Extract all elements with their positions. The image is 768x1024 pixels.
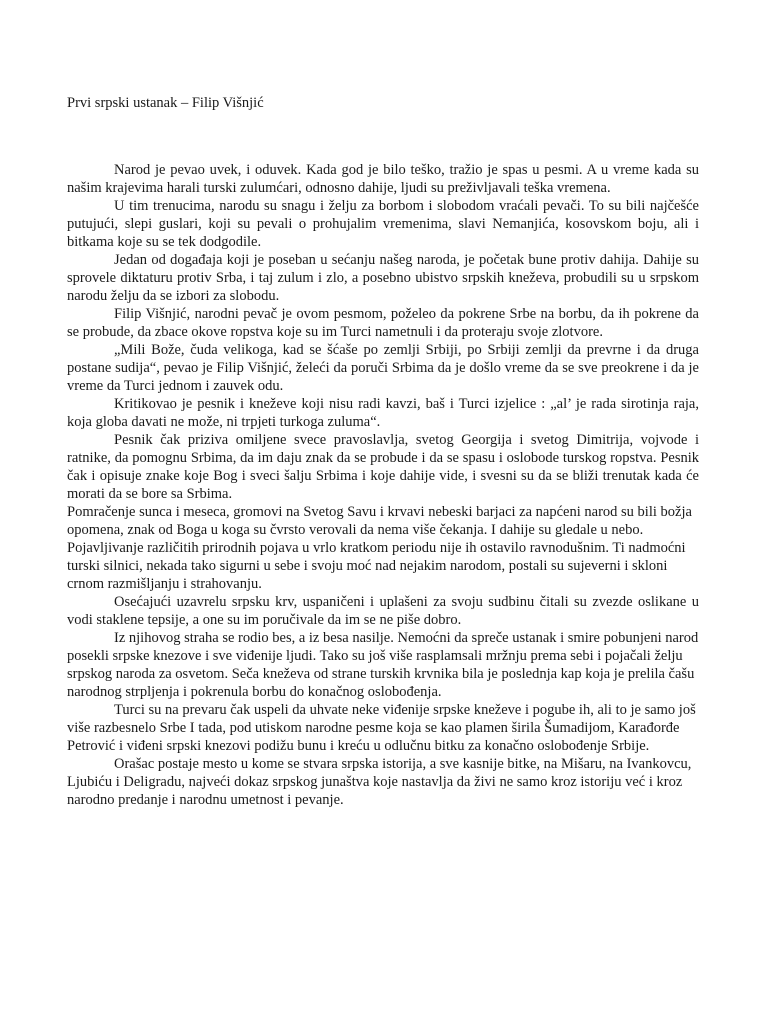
paragraph-9: Osećajući uzavrelu srpsku krv, uspaničeni i uplašeni za svoju sudbinu čitali su zvezde oslikane u vodi staklene tepsije, a one su im poručivale da im se ne piše dobro. <box>67 594 699 628</box>
paragraph-4: Filip Višnjić, narodni pevač je ovom pesmom, poželeo da pokrene Srbe na borbu, da ih pokrene da se probude, da zbace okove ropstva koje su im Turci nametnuli i da proteraju svoje zlotvore. <box>67 306 699 340</box>
paragraph-7: Pesnik čak priziva omiljene svece pravoslavlja, svetog Georgija i svetog Dimitrija, vojvode i ratnike, da pomognu Srbima, da im daju znak da se probude i da se spasu i oslobode turskog ropstva. Pesnik čak i opisuje znake koje Bog i sveci šalju Srbima i koje dahije vide, i svesni su da se bliži trenutak kada će morati da se bore sa Srbima. <box>67 432 699 502</box>
paragraph-3: Jedan od događaja koji je poseban u sećanju našeg naroda, je početak bune protiv dahija. Dahije su sprovele diktaturu protiv Srba, i taj zulum i zlo, a posebno ubistvo srpskih kneževa, probudili su u srpskom narodu želju da se izbori za slobodu. <box>67 252 699 304</box>
paragraph-2: U tim trenucima, narodu su snagu i želju za borbom i slobodom vraćali pevači. To su bili najčešće putujući, slepi guslari, koji su pevali o prohujalim vremenima, slavi Nemanjića, kosovskom boju, ali i bitkama koje su se tek dodgodile. <box>67 198 699 250</box>
paragraph-6: Kritikovao je pesnik i kneževe koji nisu radi kavzi, baš i Turci izjelice : „al’ je rada sirotinja raja, koja globa davati ne može, ni trpjeti turkoga zuluma“. <box>67 396 699 430</box>
paragraph-1: Narod je pevao uvek, i oduvek. Kada god je bilo teško, tražio je spas u pesmi. A u vreme kada su našim krajevima harali turski zulumćari, odnosno dahije, ljudi su preživljavali teška vremena. <box>67 162 699 196</box>
paragraph-8: Pomračenje sunca i meseca, gromovi na Svetog Savu i krvavi nebeski barjaci za napćeni narod su bili božja opomena, znak od Boga u koga su čvrsto verovali da nema više čekanja. I dahije su gledale u nebo. Pojavljivanje različitih prirodnih pojava u vrlo kratkom periodu nije ih ostavilo ravnodušnim. Ti nadmoćni turski silnici, nekada tako sigurni u sebe i svoju moć nad nejakim narodom, postali su sujeverni i skloni crnom razmišljanju i strahovanju. <box>67 504 692 592</box>
paragraph-10: Iz njihovog straha se rodio bes, a iz besa nasilje. Nemoćni da spreče ustanak i smire pobunjeni narod posekli srpske knezove i sve viđenije ljudi. Tako su još više rasplamsali mržnju prema sebi i pojačali želju srpskog naroda za osvetom. Seča kneževa od strane turskih krvnika bila je poslednja kap koja je prelila čašu narodnog strpljenja i pokrenula borbu do konačnog oslobođenja. <box>67 630 699 700</box>
paragraph-5: „Mili Bože, čuda velikoga, kad se šćaše po zemlji Srbiji, po Srbiji zemlji da prevrne i da druga postane sudija“, pevao je Filip Višnjić, želeći da poruči Srbima da je došlo vreme da se sve preokrene i da je vreme da Turci jednom i zauvek odu. <box>67 342 699 394</box>
paragraph-12: Orašac postaje mesto u kome se stvara srpska istorija, a sve kasnije bitke, na Mišaru, na Ivankovcu, Ljubiću i Deligradu, najveći dokaz srpskog junaštva koje nastavlja da živi ne samo kroz istoriju već i kroz narodno predanje i narodnu umetnost i pevanje. <box>67 756 692 808</box>
paragraph-11: Turci su na prevaru čak uspeli da uhvate neke viđenije srpske kneževe i pogube ih, ali to je samo još više razbesnelo Srbe I tada, pod utiskom narodne pesme koja se kao plamen širila Šumadijom, Karađorđe Petrović i viđeni srpski knezovi podižu bunu i kreću u odlučnu bitku za konačno oslobođenje Srbije. <box>67 702 696 754</box>
document-title: Prvi srpski ustanak – Filip Višnjić <box>67 95 264 111</box>
document-body <box>67 161 699 809</box>
